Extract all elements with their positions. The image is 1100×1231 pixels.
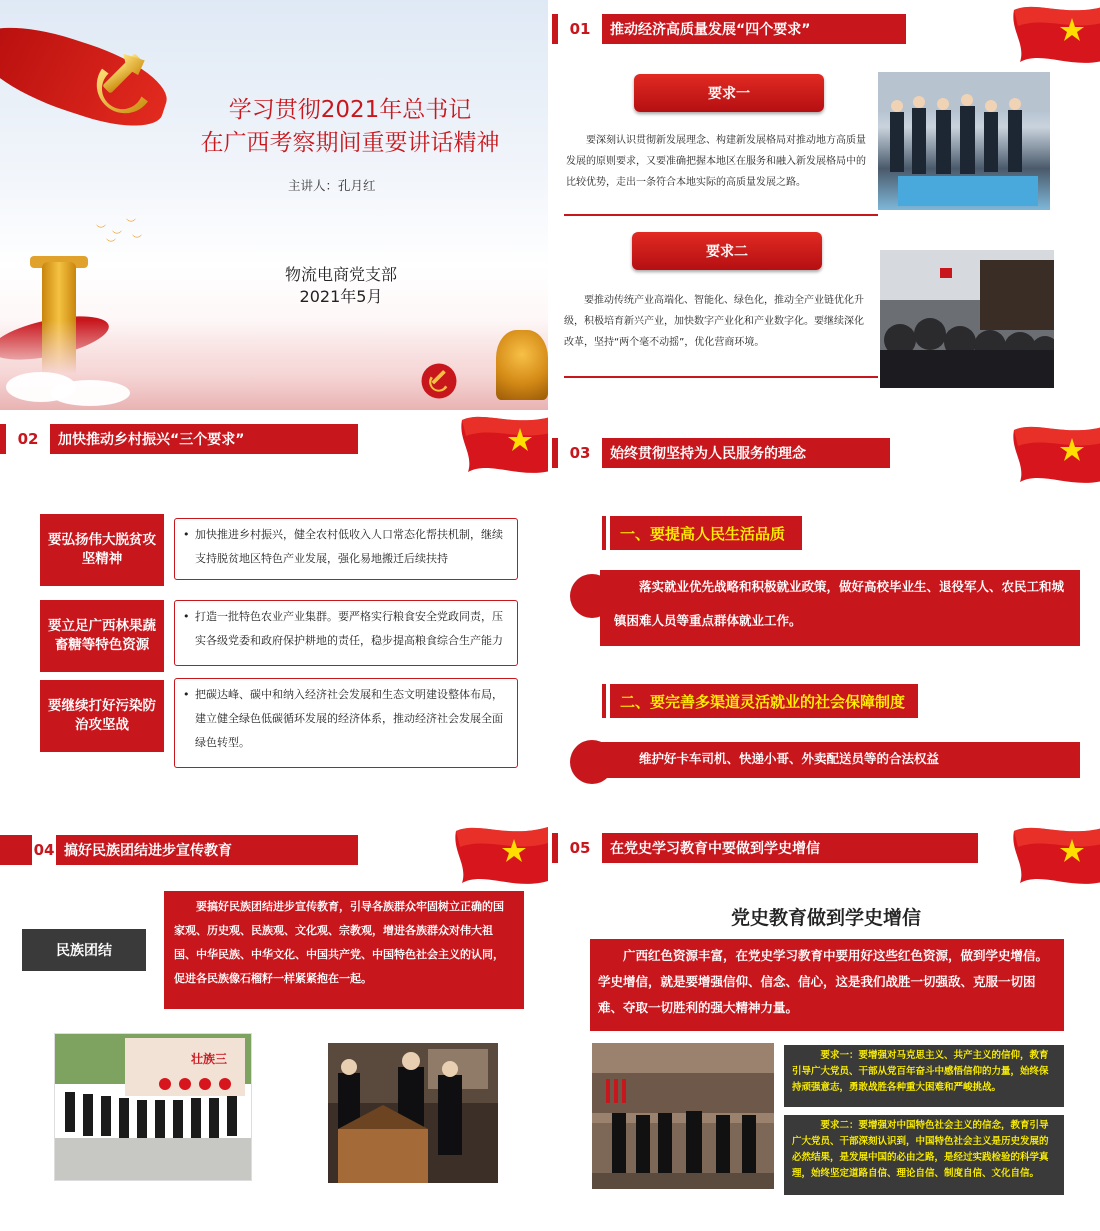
rural-requirement-body: 打造一批特色农业产业集群。要严格实行粮食安全党政同责，压实各级党委和政府保护耕地的责任，稳步提高粮食综合生产能力 (195, 610, 503, 647)
section-header (0, 835, 358, 865)
slide-ethnic-unity (0, 821, 548, 1231)
dove-icon: ︶ (96, 225, 106, 236)
photo-illustration (328, 1043, 498, 1183)
requirement-one-note: 要求一：要增强对马克思主义、共产主义的信仰，教育引导广大党员、干部从党百年奋斗中感悟信仰的力量，始终保持顽强意志，勇敢战胜各种重大困难和严峻挑战。 (784, 1045, 1064, 1107)
inspection-photo-factory (878, 72, 1050, 210)
rural-requirement-text (174, 600, 518, 666)
rural-requirement-label: 要继续打好污染防治攻坚战 (40, 680, 164, 752)
section-number: 04 (26, 835, 56, 865)
requirement-two-note: 要求二：要增强对中国特色社会主义的信念，教育引导广大党员、干部深刻认识到，中国特色社会主义是历史发展的必然结果，是发展中国的必由之路，是经过实践检验的科学真理，始终坚定道路自信、理论自信、制度自信、文化自信。 (784, 1115, 1064, 1195)
rural-requirement-body: 加快推进乡村振兴，健全农村低收入人口常态化帮扶机制，继续支持脱贫地区特色产业发展，强化易地搬迁后续扶持 (195, 528, 503, 565)
section-number: 01 (552, 14, 602, 44)
cover-title-line2: 在广西考察期间重要讲话精神 (200, 130, 500, 156)
rural-requirement-label: 要立足广西林果蔬畜糖等特色资源 (40, 600, 164, 672)
party-emblem-icon (420, 362, 458, 400)
section-title: 始终贯彻坚持为人民服务的理念 (602, 438, 890, 468)
section-title: 推动经济高质量发展“四个要求” (602, 14, 906, 44)
policy-text-two (600, 742, 1080, 778)
red-flag-icon (454, 410, 548, 476)
rural-requirement-body: 把碳达峰、碳中和纳入经济社会发展和生态文明建设整体布局，建立健全绿色低碳循环发展的经济体系，推动经济社会发展全面绿色转型。 (195, 688, 503, 749)
section-header (552, 14, 906, 44)
party-history-text: 广西红色资源丰富，在党史学习教育中要用好这些红色资源，做到学史增信。学史增信，就是要增强信仰、信念、信心，这是我们战胜一切强敌、克服一切困难、夺取一切胜利的强大精神力量。 (590, 939, 1064, 1031)
photo-sign-text: 壮族三 (191, 1052, 228, 1066)
policy-text-one-body: 落实就业优先战略和积极就业政策，做好高校毕业生、退役军人、农民工和城镇困难人员等重点群体就业工作。 (614, 579, 1065, 628)
dove-icon: ︶ (112, 231, 122, 242)
speaker: 主讲人：孔月红 (288, 178, 376, 193)
slide-economic-development (552, 0, 1100, 410)
requirement-two-text: 要推动传统产业高端化、智能化、绿色化，推动全产业链优化升级，积极培育新兴产业，加快数字产业化和产业数字化。要继续深化改革，坚持“两个毫不动摇”，优化营商环境。 (564, 295, 864, 348)
photo-ethnic-gathering (54, 1033, 252, 1181)
photo-memorial-hall (592, 1043, 774, 1189)
policy-text-one (600, 570, 1080, 646)
red-flag-icon (1006, 821, 1100, 887)
org-date: 2021年5月 (299, 287, 383, 306)
organization (256, 264, 426, 308)
section-number-bar (0, 835, 26, 865)
requirement-one-badge: 要求一 (634, 74, 824, 112)
policy-heading-two: 二、要完善多渠道灵活就业的社会保障制度 (606, 684, 918, 718)
requirement-two-badge: 要求二 (632, 232, 822, 270)
section-header (552, 833, 978, 863)
photo-museum-model (328, 1043, 498, 1183)
red-flag-icon (1006, 420, 1100, 486)
photo-illustration (592, 1043, 774, 1189)
section-header (552, 438, 890, 468)
rural-requirement-text (174, 678, 518, 768)
dove-icon: ︶ (106, 239, 116, 250)
red-flag-icon (448, 821, 548, 887)
photo-illustration (880, 250, 1054, 388)
lion-statue-decoration (496, 330, 548, 400)
inspection-photo-crowd (880, 250, 1054, 388)
bullet-icon: • (183, 528, 190, 541)
cover-title (160, 94, 540, 160)
party-emblem-icon (84, 44, 166, 126)
rural-requirement-text (174, 518, 518, 580)
slide-heading: 党史教育做到学史增信 (730, 907, 921, 929)
policy-text-two-body: 维护好卡车司机、快递小哥、外卖配送员等的合法权益 (639, 751, 940, 766)
bullet-icon: • (183, 610, 190, 623)
section-number: 02 (0, 424, 50, 454)
ethnic-unity-label: 民族团结 (22, 929, 146, 971)
section-title: 加快推动乡村振兴“三个要求” (50, 424, 358, 454)
slide-serve-the-people (552, 410, 1100, 820)
org-name: 物流电商党支部 (284, 265, 397, 284)
photo-illustration (878, 72, 1050, 210)
rural-requirement-label: 要弘扬伟大脱贫攻坚精神 (40, 514, 164, 586)
divider (564, 214, 878, 216)
cloud-decoration (50, 380, 130, 406)
ethnic-unity-text: 要搞好民族团结进步宣传教育，引导各族群众牢固树立正确的国家观、历史观、民族观、文化观、宗教观，增进各族群众对伟大祖国、中华民族、中华文化、中国共产党、中国特色社会主义的认同，促进各民族像石榴籽一样紧紧抱在一起。 (164, 891, 524, 1009)
section-header (0, 424, 358, 454)
dove-icon: ︶ (126, 219, 136, 230)
section-number: 05 (552, 833, 602, 863)
red-flag-icon (1006, 0, 1100, 66)
bullet-icon: • (183, 688, 190, 701)
cover-slide (0, 0, 548, 410)
section-number: 03 (552, 438, 602, 468)
section-title: 搞好民族团结进步宣传教育 (56, 835, 358, 865)
slide-rural-revitalization (0, 410, 548, 820)
dove-icon: ︶ (132, 235, 142, 246)
slide-party-history (552, 821, 1100, 1231)
requirement-one-text: 要深刻认识贯彻新发展理念、构建新发展格局对推动地方高质量发展的原则要求，又要准确把握本地区在服务和融入新发展格局中的比较优势，走出一条符合本地实际的高质量发展之路。 (566, 135, 866, 188)
policy-heading-one: 一、要提高人民生活品质 (606, 516, 802, 550)
section-title: 在党史学习教育中要做到学史增信 (602, 833, 978, 863)
divider (564, 376, 878, 378)
cover-title-line1: 学习贯彻2021年总书记 (228, 97, 472, 123)
